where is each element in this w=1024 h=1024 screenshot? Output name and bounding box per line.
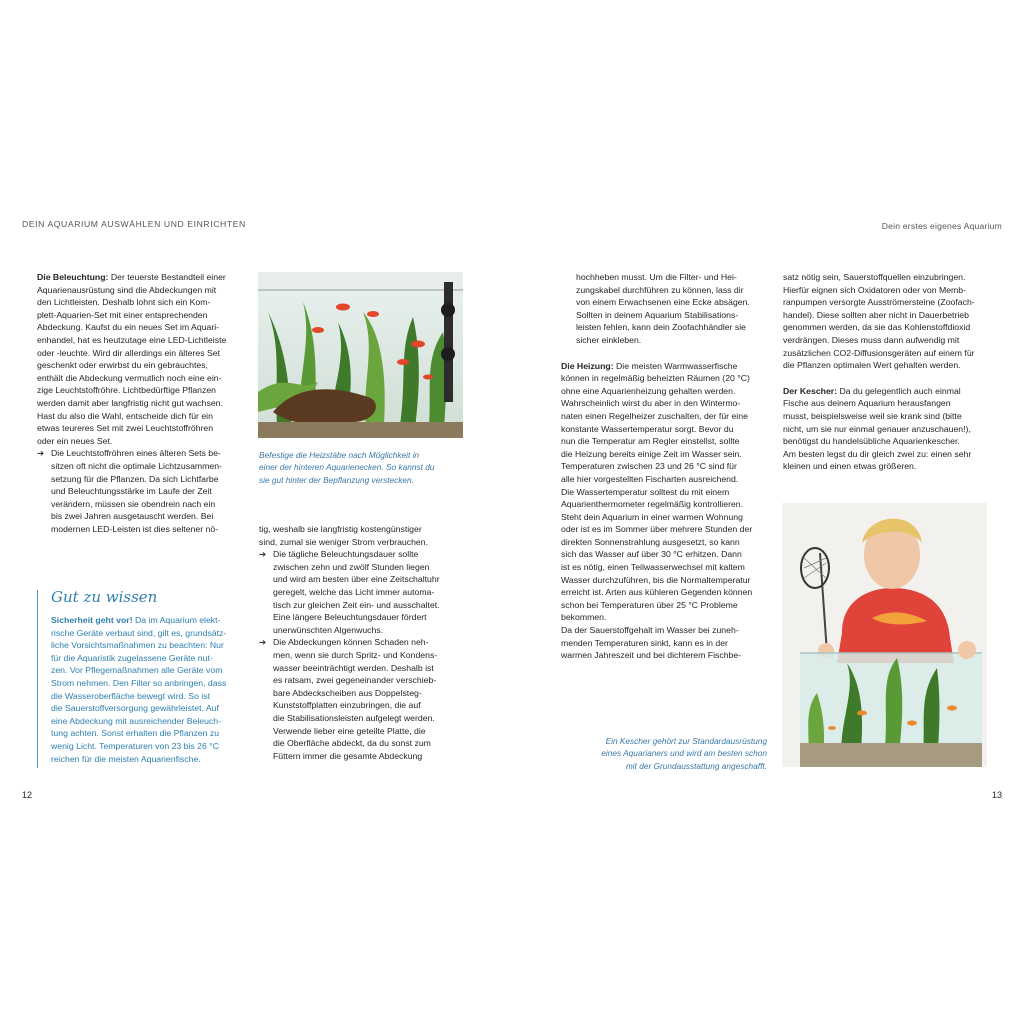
text-line: werden damit aber langfristig nicht gut wachsen. (37, 397, 223, 408)
text-line: handel). Diese sollten aber nicht in Dauerbetrieb (783, 309, 969, 320)
bullet-text (273, 548, 469, 636)
text-line: Aquarienthermometer regelmäßig kontrollieren. (561, 499, 744, 510)
text-line: die Heizung bereits einige Zeit im Wasser sein. (561, 448, 742, 459)
text-line: Füttern immer die gesamte Abdeckung (273, 750, 423, 761)
text-line: hochheben musst. Um die Filter- und Hei- (576, 272, 737, 282)
caption-line: sie gut hinter der Bepflanzung verstecken. (259, 474, 414, 485)
text-line: Die Abdeckungen können Schaden neh- (273, 637, 429, 648)
page-number-right: 13 (992, 790, 1003, 800)
text-line: Am besten legst du dir gleich zwei zu: einen sehr (783, 448, 972, 459)
bullet-text (51, 447, 247, 535)
info-box-text (51, 614, 243, 765)
text-line: Die tägliche Beleuchtungsdauer sollte (273, 549, 419, 560)
text-line: zusätzlichen CO2-Diffusionsgeräten auf einem für (783, 347, 975, 358)
arrow-right-icon: ➔ (37, 448, 45, 459)
text-line: schon bei Temperaturen über 25 °C Probleme (561, 599, 738, 610)
text-line: oder ein neues Set. (37, 435, 113, 446)
text-line: erreicht ist. Arten aus kühleren Gegenden können (561, 587, 753, 598)
text-line: satz nötig sein, Sauerstoffquellen einzubringen. (783, 272, 966, 282)
text-line: Da der Sauerstoffgehalt im Wasser bei zuneh- (561, 625, 739, 636)
running-header-left: DEIN AQUARIUM AUSWÄHLEN UND EINRICHTEN (22, 219, 246, 229)
text-line: nun die Temperatur am Regler einstellst, sollte (561, 436, 740, 447)
text-line: enhandel, hat es heutzutage eine LED-Lichtleiste (37, 334, 227, 345)
text-line: direkten Sonnenstrahlung ausgesetzt, so kann (561, 536, 740, 547)
text-line: Die Leuchtstoffröhren eines älteren Sets be- (51, 448, 221, 459)
net-paragraph (783, 385, 995, 473)
info-box-title: Gut zu wissen (51, 588, 158, 606)
text-line: von einem Erwachsenen eine Ecke absägen. (576, 297, 750, 308)
text-line: den Lichtleisten. Deshalb lohnt sich ein Kom- (37, 297, 211, 308)
text-line: Sollten in deinem Aquarium Stabilisations- (576, 309, 739, 320)
child-with-net-photo (782, 503, 987, 767)
text-line: die Oberfläche abdeckt, da du sonst zum (273, 738, 431, 749)
text-line: musst, beispielsweise weil sie krank sind (bitte (783, 410, 962, 421)
text-line: oder -leuchte. Wird dir allerdings ein älteres Set (37, 347, 221, 358)
text-line: alle hier vorgestellten Fischarten ausreichend. (561, 473, 739, 484)
lead-in-bold: Der Kescher: (783, 385, 840, 396)
column-2 (259, 523, 469, 762)
text-line: Hast du also die Wahl, entscheide dich für ein (37, 410, 213, 421)
text-line: tig, weshalb sie langfristig kostengünstiger (259, 524, 422, 534)
bullet-item (259, 636, 469, 762)
text-line: für die Aquaristik zugelassene Geräte nut- (51, 652, 213, 663)
text-line: bekommen. (561, 612, 607, 623)
text-line: Abdeckung. Kaufst du ein neues Set im Aquari- (37, 322, 220, 333)
text-line: benötigst du handelsübliche Aquarienkescher. (783, 436, 960, 447)
text-line: plett-Aquarien-Set mit einer entsprechenden (37, 309, 208, 320)
text-line: Aquarienausrüstung sind die Abdeckungen mit (37, 284, 217, 295)
text-line: konstante Wassertemperatur sorgt. Bevor du (561, 423, 734, 434)
oxygen-paragraph (783, 271, 995, 372)
text-line (561, 360, 771, 373)
text-line: tisch zur gleichen Zeit ein- und ausschaltet. (273, 599, 440, 610)
text-line: leisten fehlen, kann dein Zoofachhändler sie (576, 322, 747, 333)
text-line: ohne eine Aquarienheizung gehalten werden. (561, 385, 736, 396)
text-line: menden Temperaturen sinkt, kann es in der (561, 637, 728, 648)
continuation-text (259, 523, 469, 548)
text-line-rest: Da im Aquarium elekt- (135, 615, 221, 625)
column-1 (37, 271, 247, 535)
text-line: nicht, um sie nur einmal genauer anzuschauen!), (783, 423, 971, 434)
text-line: unerwünschten Algenwuchs. (273, 624, 384, 635)
text-line: sitzen oft nicht die optimale Lichtzusammen- (51, 460, 222, 471)
text-line: reichen für die meisten Aquarienfische. (51, 753, 201, 764)
caption-line: Befestige die Heizstäbe nach Möglichkeit in (259, 450, 420, 460)
text-line: men, wenn sie durch Spritz- und Kondens- (273, 649, 438, 660)
text-line: Eine längere Beleuchtungsdauer fördert (273, 612, 427, 623)
text-line: die Wasseroberfläche bewegt wird. So ist (51, 690, 211, 701)
caption-line: eines Aquarianers und wird am besten schon (601, 748, 767, 759)
photo-caption-heater (259, 449, 464, 486)
page-number-left: 12 (22, 790, 33, 800)
text-line: bis zwei Jahren ausgetauscht werden. Bei (51, 511, 214, 522)
text-line: und Beleuchtungsstärke im Laufe der Zeit (51, 486, 212, 497)
text-line (37, 271, 247, 284)
caption-line: Ein Kescher gehört zur Standardausrüstung (605, 736, 767, 746)
text-line: Temperaturen zwischen 23 und 26 °C sind für (561, 461, 737, 472)
text-line: bare Abdeckscheiben aus Doppelsteg- (273, 687, 422, 698)
text-line: die Pflanzen optimalen Wert gehalten werden. (783, 360, 961, 371)
text-line: ranpumpen versorgte Ausströmersteine (Zoofach- (783, 297, 975, 308)
text-line: Strom nehmen. Den Filter so anbringen, dass (51, 677, 227, 688)
text-line: kleinen und einen etwas größeren. (783, 461, 917, 472)
text-line: tung achten. Sonst erhalten die Pflanzen zu (51, 728, 220, 739)
text-line: oder ist es im Sommer über mehrere Stunden der (561, 524, 753, 535)
text-line: geschenkt oder erwirbst du ein gebrauchtes, (37, 360, 208, 371)
bullet-item (259, 548, 469, 636)
text-line: modernen LED-Leisten ist dies seltener nö- (51, 523, 219, 534)
column-3 (561, 271, 771, 662)
bullet-text (273, 636, 469, 762)
text-line: ist es nötig, einen Teilwasserwechsel mit kaltem (561, 562, 745, 573)
text-line (51, 614, 243, 627)
text-line: wenig Licht. Temperaturen von 23 bis 26 °C (51, 740, 219, 751)
text-line: wasser beeinträchtigt werden. Deshalb ist (273, 662, 434, 673)
arrow-right-icon: ➔ (259, 549, 267, 560)
text-line: es ratsam, zwei gegeneinander verschieb- (273, 675, 437, 686)
text-line: sind, zumal sie weniger Strom verbrauchen. (259, 536, 428, 547)
heating-paragraph (561, 360, 771, 662)
lead-in-bold: Die Beleuchtung: (37, 272, 111, 282)
continuation-text (561, 271, 771, 347)
caption-line: mit der Grundausstattung angeschafft. (625, 760, 767, 771)
text-line: Verwende lieber eine geteilte Platte, die (273, 725, 426, 736)
text-line-rest: Der teuerste Bestandteil einer (110, 272, 226, 282)
lead-in-bold: Sicherheit geht vor! (51, 615, 135, 625)
text-line: Wahrscheinlich wirst du aber in den Wintermo- (561, 398, 741, 409)
text-line: die Sauerstoffversorgung gewährleistet. Auf (51, 703, 219, 714)
text-line: verändern, müssen sie obendrein nach ein (51, 498, 216, 509)
bullet-item (37, 447, 247, 535)
text-line-rest: Die meisten Warmwasserfische (616, 360, 738, 371)
text-line: etwas teureres Set mit zwei Leuchtstoffröhren (37, 423, 214, 434)
text-line: Fische aus deinem Aquarium herausfangen (783, 398, 951, 409)
text-line: Hierfür eignen sich Oxidatoren oder von Memb- (783, 284, 967, 295)
text-line: können in regelmäßig beheizten Räumen (20 °C) (561, 373, 750, 384)
text-line (783, 385, 995, 398)
text-line: liche Vorsichtsmaßnahmen zu beachten: Nur (51, 640, 224, 651)
text-line: Steht dein Aquarium in einer warmen Wohnung (561, 511, 743, 522)
text-line: zwischen zehn und zwölf Stunden liegen (273, 561, 430, 572)
text-line: verdrängen. Dieses muss dann aufwendig mit (783, 334, 960, 345)
text-line: sicher einkleben. (576, 334, 642, 345)
column-4 (783, 271, 995, 473)
text-line: zungskabel durchführen zu können, lass dir (576, 284, 744, 295)
text-line: enthält die Abdeckung vermutlich noch eine ein- (37, 372, 222, 383)
text-line: sich das Wasser auf über 30 °C erhitzen. Dann (561, 549, 742, 560)
text-line: eine Abdeckung mit ausreichender Beleuch- (51, 715, 221, 726)
text-line: zen. Vor Pflegemaßnahmen alle Geräte vom (51, 665, 223, 676)
running-header-right: Dein erstes eigenes Aquarium (881, 221, 1002, 231)
text-line: Kunststoffplatten einzubringen, die auf (273, 700, 421, 711)
lead-in-bold: Die Heizung: (561, 360, 617, 371)
text-line: Wasser durchzuführen, bis die Normaltemperatur (561, 574, 751, 585)
lighting-paragraph (37, 271, 247, 447)
text-line: und wird am besten über eine Zeitschaltuhr (273, 574, 440, 585)
text-line: warmen Jahreszeit und bei dichterem Fischbe- (561, 650, 742, 661)
text-line: zige Leuchtstoffröhre. Lichtbedürftige Pflanzen (37, 385, 217, 396)
photo-caption-net (560, 735, 767, 772)
caption-line: einer der hinteren Aquarienecken. So kannst du (259, 462, 435, 473)
text-line: setzung für die Pflanzen. Da sich Lichtfarbe (51, 473, 219, 484)
aquarium-heater-photo (258, 272, 463, 438)
text-line: naten einen Regelheizer zuschalten, der für eine (561, 410, 748, 421)
text-line: genommen werden, da sie das Kohlenstoffdioxid (783, 322, 971, 333)
text-line: geregelt, welche das Licht immer automa- (273, 586, 435, 597)
text-line-rest: Da du gelegentlich auch einmal (839, 385, 961, 396)
text-line: rische Geräte verbaut sind, gilt es, grundsätz- (51, 627, 227, 638)
arrow-right-icon: ➔ (259, 637, 267, 648)
text-line: die Stabilisationsleisten aufgelegt werden. (273, 712, 435, 723)
text-line: Die Wassertemperatur solltest du mit einem (561, 486, 730, 497)
